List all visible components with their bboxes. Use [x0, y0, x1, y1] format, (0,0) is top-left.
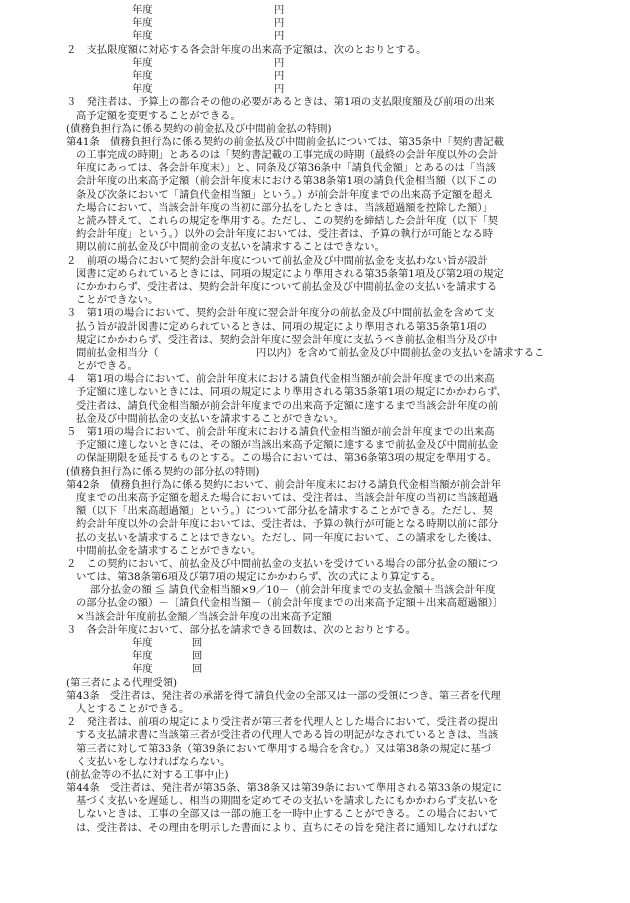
text-line: [0, 466, 630, 479]
text-line: [0, 255, 630, 268]
text-segment: (債務負担行為に係る契約の前金払及び中間前金払の特則): [66, 122, 332, 135]
text-line: [0, 360, 630, 373]
text-segment: 円: [274, 83, 285, 96]
text-line: [0, 703, 630, 716]
text-line: [0, 321, 630, 334]
text-segment: ×当該会計年度前払金額／当該会計年度の出来高予定額: [76, 610, 332, 623]
text-segment: と読み替えて、これらの規定を準用する。ただし、この契約を締結した会計年度（以下「契: [76, 215, 498, 227]
text-line: [0, 44, 630, 57]
text-line: [0, 492, 630, 505]
text-segment: ２ 発注者は、前項の規定により受注者が第三者を代理人とした場合において、受注者の提出: [66, 716, 499, 729]
text-segment: 約会計年度」という。）以外の会計年度においては、受注者は、予算の執行が可能となる時: [76, 228, 494, 241]
text-line: [0, 505, 630, 518]
text-segment: 額（以下「出来高超過額」という。）について部分払を請求することができる。ただし、契: [76, 505, 493, 518]
text-segment: 図書に定められているときには、同項の規定により準用される第35条第1項及び第2項の規定: [76, 267, 504, 280]
text-segment: しないときは、工事の全部又は一部の施工を一時中止することができる。この場合において: [76, 808, 499, 821]
text-segment: (前払金等の不払に対する工事中止): [66, 768, 229, 781]
text-line: [0, 175, 630, 188]
text-segment: 第44条 受注者は、発注者が第35条、第38条又は第39条において準用される第33条の規定に: [66, 782, 503, 795]
text-line: [0, 452, 630, 465]
text-segment: 規定にかかわらず、受注者は、契約会計年度に翌会計年度に支払うべき前払金相当分及び中: [76, 333, 498, 346]
text-segment: 年度: [132, 17, 153, 30]
text-segment: する支払請求書に当該第三者が受注者の代理人である旨の明記がなされているときは、当該: [76, 729, 499, 742]
text-segment: 払う旨が設計図書に定められているときは、同項の規定により準用される第35条第1項の: [76, 320, 487, 333]
text-segment: ４ 第1項の場合において、前会計年度末における請負代金相当額が前会計年度までの出来高: [66, 373, 495, 386]
text-line: [0, 96, 630, 109]
text-segment: の工事完成の時期」とあるのは「契約書記載の工事完成の時期（最終の会計年度以外の会計: [76, 149, 499, 162]
text-segment: 受注者は、請負代金相当額が前会計年度までの出来高予定額に達するまで当該会計年度の前: [76, 399, 499, 412]
text-segment: (債務負担行為に係る契約の部分払の特則): [66, 465, 260, 478]
contract-document-page: [0, 4, 630, 835]
text-line: [0, 584, 630, 597]
text-line: [0, 189, 630, 202]
text-line: [0, 162, 630, 175]
text-line: [0, 215, 630, 228]
text-segment: は、受注者は、その理由を明示した書面により、直ちにその旨を発注者に通知しなければな: [76, 821, 499, 834]
text-line: [0, 822, 630, 835]
text-line: [0, 57, 630, 70]
text-segment: ２ この契約において、前払金及び中間前払金の支払いを受けている場合の部分払金の額につ: [66, 557, 499, 570]
text-segment: 年度: [132, 663, 153, 676]
text-line: [0, 663, 630, 676]
text-segment: 年度: [132, 83, 153, 96]
text-line: [0, 202, 630, 215]
text-segment: 年度: [132, 637, 153, 649]
text-segment: 年度: [132, 30, 153, 43]
text-line: [0, 479, 630, 492]
text-line: [0, 307, 630, 320]
text-segment: 期以前に前払金及び中間前金の支払いを請求することはできない。: [76, 241, 385, 254]
text-segment: (第三者による代理受領): [66, 676, 178, 689]
text-segment: 回: [192, 663, 203, 676]
text-segment: 会計年度の出来高予定額（前会計年度末における第38条第1項の請負代金相当額（以下この: [76, 175, 498, 188]
text-segment: 中間前払金を請求することができない。: [76, 544, 262, 557]
text-segment: ことができない。: [76, 294, 159, 307]
text-segment: 円: [274, 17, 285, 30]
text-segment: ５ 第1項の場合において、前会計年度末における請負代金相当額が前会計年度までの出来高: [66, 426, 495, 438]
text-segment: 部分払金の額 ≦ 請負代金相当額×9／10－（前会計年度までの支払金額＋当該会計年度: [90, 584, 496, 597]
text-segment: 年度: [132, 56, 153, 69]
text-line: [0, 729, 630, 742]
text-segment: 払金及び中間前払金の支払いを請求することができない。: [76, 412, 344, 425]
text-line: [0, 373, 630, 386]
text-segment: 円以内）を含めて前払金及び中間前払金の支払いを請求するこ: [256, 346, 545, 359]
text-line: [0, 281, 630, 294]
text-segment: にかかわらず、受注者は、契約会計年度について前払金及び中間前払金の支払いを請求する: [76, 280, 498, 293]
text-line: [0, 650, 630, 663]
text-segment: 基づく支払いを遅延し、相当の期間を定めてその支払いを請求したにもかかわらず支払いを: [76, 795, 499, 808]
text-line: [0, 294, 630, 307]
text-segment: 年度: [132, 4, 153, 16]
text-line: [0, 439, 630, 452]
text-line: [0, 123, 630, 136]
text-line: [0, 690, 630, 703]
text-segment: 予定額に達しないときには、同項の規定により準用される第35条第1項の規定にかかわらず、: [76, 386, 507, 399]
text-line: [0, 136, 630, 149]
text-segment: 度までの出来高予定額を超えた場合においては、受注者は、当該会計年度の当初に当該超過: [76, 491, 499, 504]
text-segment: 年度にあっては、各会計年度末）」と、同条及び第36条中「請負代金額」とあるのは「当該: [76, 162, 496, 175]
text-line: [0, 83, 630, 96]
text-segment: 第三者に対して第33条（第39条において準用する場合を含む。）又は第38条の規定に基づ: [76, 742, 492, 755]
text-segment: 年度: [132, 650, 153, 663]
text-line: [0, 795, 630, 808]
text-line: [0, 413, 630, 426]
text-segment: 円: [274, 56, 285, 69]
text-line: [0, 400, 630, 413]
text-segment: 人とすることができる。: [76, 702, 190, 715]
text-segment: ２ 支払限度額に対応する各会計年度の出来高予定額は、次のとおりとする。: [66, 43, 427, 56]
text-segment: 第43条 受注者は、発注者の承諾を得て請負代金の全部又は一部の受領につき、第三者を代理: [66, 689, 501, 702]
text-line: [0, 808, 630, 821]
text-segment: 予定額に達しないときには、その額が当該出来高予定額に達するまで前払金及び中間前払金: [76, 439, 499, 452]
text-line: [0, 426, 630, 439]
text-line: [0, 624, 630, 637]
text-line: [0, 743, 630, 756]
text-segment: の部分払金の額）－〔請負代金相当額－（前会計年度までの出来高予定額＋出来高超過額）〕: [76, 597, 504, 610]
text-segment: 間前払金相当分（: [76, 346, 159, 359]
text-line: [0, 228, 630, 241]
text-line: [0, 347, 630, 360]
text-segment: 条及び次条において「請負代金相当額」という。）が前会計年度までの出来高予定額を超え: [76, 188, 494, 201]
text-line: [0, 149, 630, 162]
text-segment: 円: [274, 4, 285, 16]
text-segment: 約会計年度以外の会計年度においては、受注者は、予算の執行が可能となる時期以前に部分: [76, 518, 499, 531]
text-segment: 回: [192, 637, 203, 649]
text-segment: 円: [274, 30, 285, 43]
text-segment: た場合において、当該会計年度の当初に部分払をしたときは、当該超過額を控除した額）」: [76, 201, 493, 214]
text-segment: 回: [192, 650, 203, 663]
text-segment: 第42条 債務負担行為に係る契約において、前会計年度末における請負代金相当額が前会計年: [66, 478, 502, 491]
text-segment: とができる。: [76, 360, 138, 373]
text-line: [0, 782, 630, 795]
text-line: [0, 30, 630, 43]
text-segment: ３ 発注者は、予算上の都合その他の必要があるときは、第1項の支払限度額及び前項の出来: [66, 96, 495, 109]
text-line: [0, 386, 630, 399]
text-line: [0, 769, 630, 782]
text-line: [0, 334, 630, 347]
text-line: [0, 4, 630, 17]
text-line: [0, 70, 630, 83]
text-line: [0, 558, 630, 571]
text-line: [0, 716, 630, 729]
text-line: [0, 545, 630, 558]
text-line: [0, 571, 630, 584]
text-segment: いては、第38条第6項及び第7項の規定にかかわらず、次の式により算定する。: [76, 571, 442, 584]
text-line: [0, 756, 630, 769]
text-segment: 払の支払いを請求することはできない。ただし、同一年度において、この請求をした後は、: [76, 531, 498, 544]
text-segment: 円: [274, 69, 285, 82]
text-line: [0, 518, 630, 531]
text-line: [0, 637, 630, 650]
text-segment: ２ 前項の場合において契約会計年度について前払金及び中間前払金を支払わない旨が設計: [66, 254, 488, 267]
text-line: [0, 677, 630, 690]
text-line: [0, 611, 630, 624]
text-line: [0, 17, 630, 30]
text-segment: の保証期限を延長するものとする。この場合においては、第36条第3項の規定を準用する。: [76, 452, 498, 465]
text-segment: 高予定額を変更することができる。: [76, 109, 241, 122]
text-line: [0, 532, 630, 545]
text-segment: 第41条 債務負担行為に係る契約の前金払及び中間前金払については、第35条中「契約書記載: [66, 135, 504, 148]
text-line: [0, 110, 630, 123]
text-segment: ３ 各会計年度において、部分払を請求できる回数は、次のとおりとする。: [66, 623, 416, 636]
text-segment: ３ 第1項の場合において、契約会計年度に翌会計年度分の前払金及び中間前払金を含めて支: [66, 307, 495, 320]
text-segment: く支払いをしなければならない。: [76, 755, 231, 768]
text-segment: 年度: [132, 69, 153, 82]
text-line: [0, 241, 630, 254]
text-line: [0, 268, 630, 281]
text-line: [0, 597, 630, 610]
